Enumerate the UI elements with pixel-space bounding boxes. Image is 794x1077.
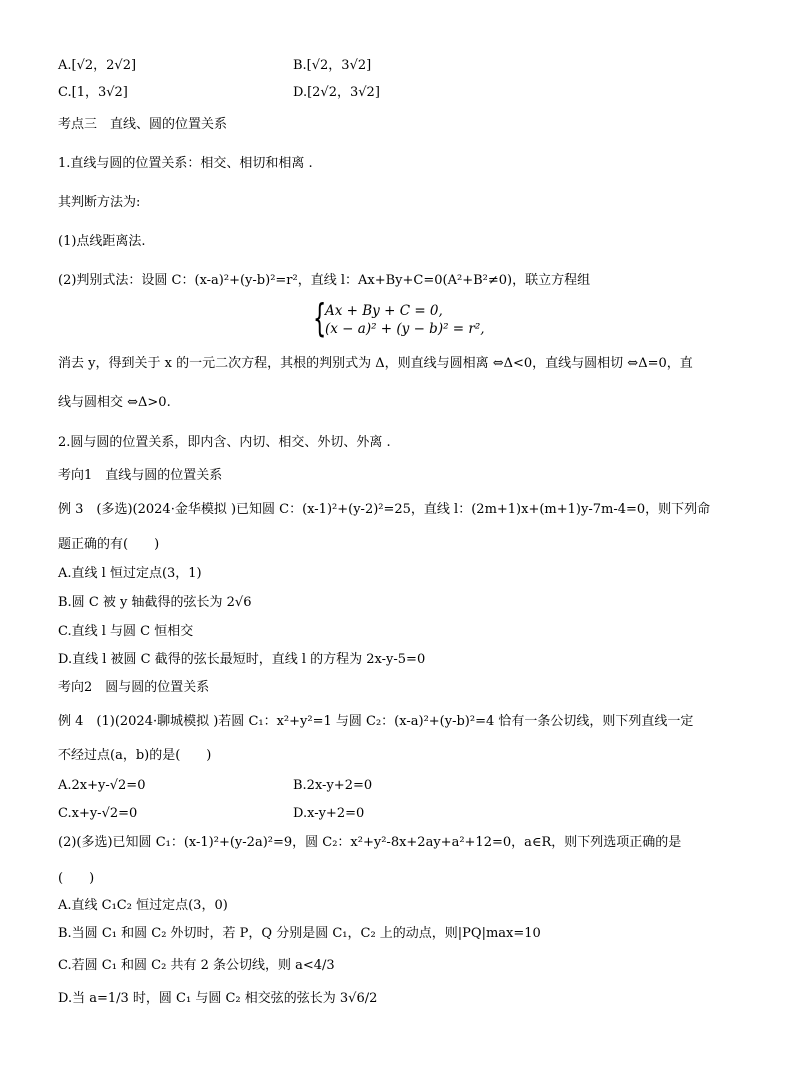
equation-line: (x − a)² + (y − b)² = r²,	[325, 321, 485, 337]
direction-title: 考向1 直线与圆的位置关系	[58, 468, 223, 483]
example-text: 不经过点(a，b)的是( )	[58, 748, 212, 763]
option-c: C.若圆 C₁ 和圆 C₂ 共有 2 条公切线，则 a<4/3	[58, 958, 335, 973]
equation-system	[313, 296, 513, 341]
section-title: 考点三 直线、圆的位置关系	[58, 117, 228, 132]
equation-line: Ax + By + C = 0,	[325, 303, 443, 319]
example-text: 题正确的有( )	[58, 537, 160, 552]
option-a: A.直线 C₁C₂ 恒过定点(3，0)	[58, 898, 228, 913]
example-text: (2)(多选)已知圆 C₁：(x-1)²+(y-2a)²=9，圆 C₂：x²+y²-8x+2ay+a²+12=0，a∈R，则下列选项正确的是	[58, 835, 682, 850]
option-a: A.直线 l 恒过定点(3，1)	[58, 566, 202, 581]
option-d-top: D.[2√2，3√2]	[293, 85, 380, 100]
paragraph: 2.圆与圆的位置关系，即内含、内切、相交、外切、外离 .	[58, 435, 391, 450]
paragraph: 线与圆相交 ⇔Δ>0.	[58, 395, 171, 410]
example-text: 例 4 (1)(2024·聊城模拟 )若圆 C₁：x²+y²=1 与圆 C₂：(x-a)²+(y-b)²=4 恰有一条公切线，则下列直线一定	[58, 714, 694, 729]
paragraph: (2)判别式法：设圆 C：(x-a)²+(y-b)²=r²，直线 l：Ax+By+C=0(A²+B²≠0)，联立方程组	[58, 273, 591, 288]
paragraph: 1.直线与圆的位置关系：相交、相切和相离 .	[58, 156, 313, 171]
option-c-top: C.[1，3√2]	[58, 85, 128, 100]
option-b: B.当圆 C₁ 和圆 C₂ 外切时，若 P，Q 分别是圆 C₁，C₂ 上的动点，则|PQ|max=10	[58, 926, 541, 941]
example-text: 例 3 (多选)(2024·金华模拟 )已知圆 C：(x-1)²+(y-2)²=25，直线 l：(2m+1)x+(m+1)y-7m-4=0，则下列命	[58, 502, 711, 517]
option-d: D.直线 l 被圆 C 截得的弦长最短时，直线 l 的方程为 2x-y-5=0	[58, 652, 426, 667]
brace: {	[313, 296, 327, 340]
option-b: B.圆 C 被 y 轴截得的弦长为 2√6	[58, 595, 252, 610]
paragraph: 其判断方法为:	[58, 195, 141, 210]
option-a-top: A.[√2，2√2]	[58, 58, 137, 73]
option-a: A.2x+y-√2=0	[58, 778, 146, 793]
direction-title: 考向2 圆与圆的位置关系	[58, 680, 210, 695]
example-text: ( )	[58, 871, 95, 886]
option-b-top: B.[√2，3√2]	[293, 58, 372, 73]
option-b: B.2x-y+2=0	[293, 778, 373, 793]
option-d: D.当 a=1/3 时，圆 C₁ 与圆 C₂ 相交弦的弦长为 3√6/2	[58, 991, 378, 1006]
option-c: C.x+y-√2=0	[58, 806, 138, 821]
option-c: C.直线 l 与圆 C 恒相交	[58, 624, 194, 639]
paragraph: (1)点线距离法.	[58, 234, 146, 249]
option-d: D.x-y+2=0	[293, 806, 365, 821]
paragraph: 消去 y，得到关于 x 的一元二次方程，其根的判别式为 Δ，则直线与圆相离 ⇔Δ<0，直线与圆相切 ⇔Δ=0，直	[58, 356, 693, 371]
